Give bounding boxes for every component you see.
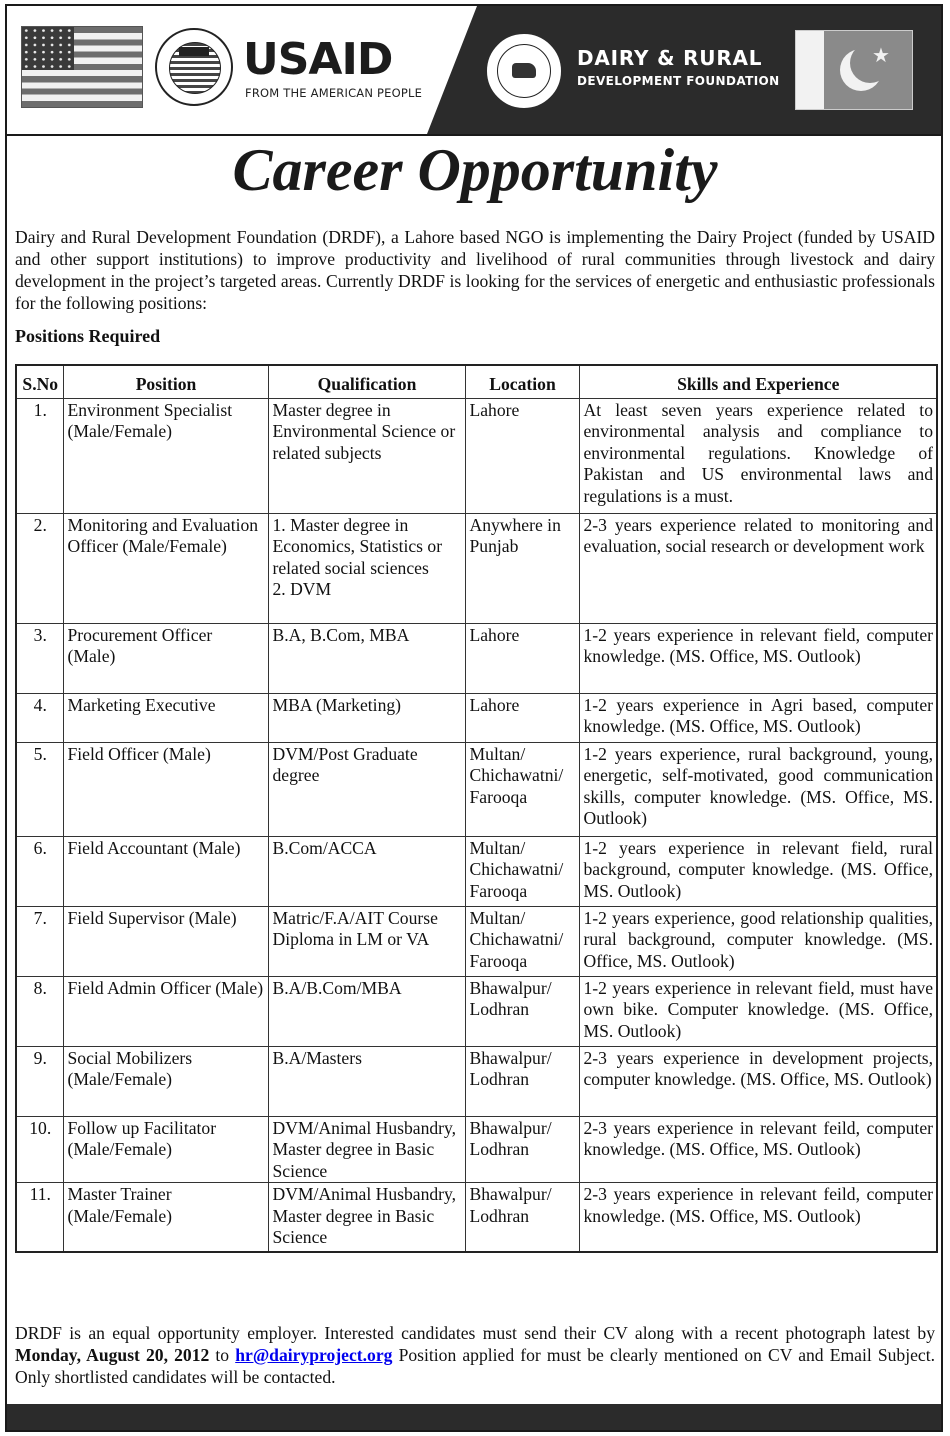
cell-sno: 11. bbox=[16, 1183, 63, 1253]
cell-sno: 2. bbox=[16, 514, 63, 624]
cell-position: Social Mobilizers (Male/Female) bbox=[63, 1047, 268, 1117]
star-icon: ★ bbox=[872, 43, 890, 67]
cell-sno: 3. bbox=[16, 624, 63, 694]
usaid-seal-tag bbox=[179, 47, 209, 56]
cell-skills: 1-2 years experience in relevant field, computer knowledge. (MS. Office, MS. Outlook) bbox=[579, 624, 937, 694]
header-position: Position bbox=[63, 365, 268, 399]
table-row bbox=[16, 1117, 937, 1183]
cell-position: Field Accountant (Male) bbox=[63, 837, 268, 907]
table-row bbox=[16, 399, 937, 514]
pakistan-flag-icon bbox=[795, 30, 913, 110]
cell-qualification: DVM/Animal Husbandry, Master degree in Basic Science bbox=[268, 1183, 465, 1253]
usaid-seal-icon bbox=[155, 28, 233, 106]
cell-position: Environment Specialist (Male/Female) bbox=[63, 399, 268, 514]
drdf-seal-icon bbox=[487, 34, 561, 108]
cell-location: Anywhere in Punjab bbox=[465, 514, 579, 624]
cell-position: Follow up Facilitator (Male/Female) bbox=[63, 1117, 268, 1183]
cell-skills: 1-2 years experience in relevant field, rural background, computer knowledge. (MS. Office, MS. Outlook) bbox=[579, 837, 937, 907]
cow-icon bbox=[512, 63, 536, 78]
cell-skills: 1-2 years experience, good relationship qualities, rural background, computer knowledge. (MS. Office, MS. Outlook) bbox=[579, 907, 937, 977]
table-row bbox=[16, 624, 937, 694]
table-row bbox=[16, 977, 937, 1047]
email-link[interactable]: hr@dairyproject.org bbox=[235, 1345, 393, 1365]
cell-skills: At least seven years experience related to environmental analysis and compliance to environmental regulations. Knowledge of Pakistan and US environmental laws and regulations is a must. bbox=[579, 399, 937, 514]
cell-qualification: DVM/Animal Husbandry, Master degree in Basic Science bbox=[268, 1117, 465, 1183]
table-row bbox=[16, 1183, 937, 1253]
cell-skills: 2-3 years experience related to monitoring and evaluation, social research or development work bbox=[579, 514, 937, 624]
cell-skills: 1-2 years experience, rural background, young, energetic, self-motivated, good communication skills, computer knowledge. (MS. Office, MS. Outlook) bbox=[579, 743, 937, 837]
drdf-subtitle: DEVELOPMENT FOUNDATION bbox=[577, 74, 780, 88]
cell-location: Bhawalpur/ Lodhran bbox=[465, 977, 579, 1047]
cell-qualification: B.A/Masters bbox=[268, 1047, 465, 1117]
header-sno: S.No bbox=[16, 365, 63, 399]
cell-skills: 1-2 years experience in relevant field, must have own bike. Computer knowledge. (MS. Office, MS. Outlook) bbox=[579, 977, 937, 1047]
footer-text-outro: Position applied for must be clearly mentioned on CV and Email Subject. Only shortlisted candidates will be contacted. bbox=[15, 1345, 935, 1387]
table-row bbox=[16, 694, 937, 743]
cell-position: Monitoring and Evaluation Officer (Male/Female) bbox=[63, 514, 268, 624]
us-flag-canton bbox=[22, 27, 74, 70]
cell-skills: 2-3 years experience in development projects, computer knowledge. (MS. Office, MS. Outlook) bbox=[579, 1047, 937, 1117]
page-title: Career Opportunity bbox=[232, 137, 718, 203]
us-flag-icon bbox=[21, 26, 143, 108]
cell-position: Field Admin Officer (Male) bbox=[63, 977, 268, 1047]
cell-sno: 7. bbox=[16, 907, 63, 977]
header-location: Location bbox=[465, 365, 579, 399]
bottom-bar bbox=[7, 1404, 941, 1430]
cell-skills: 2-3 years experience in relevant feild, computer knowledge. (MS. Office, MS. Outlook) bbox=[579, 1117, 937, 1183]
table-row bbox=[16, 743, 937, 837]
table-row bbox=[16, 1047, 937, 1117]
usaid-tagline: FROM THE AMERICAN PEOPLE bbox=[245, 86, 423, 100]
cell-sno: 6. bbox=[16, 837, 63, 907]
cell-location: Multan/ Chichawatni/ Farooqa bbox=[465, 743, 579, 837]
cell-qualification: B.A/B.Com/MBA bbox=[268, 977, 465, 1047]
pakistan-flag-white-band bbox=[796, 31, 824, 109]
intro-paragraph: Dairy and Rural Development Foundation (DRDF), a Lahore based NGO is implementing the Dairy Project (funded by USAID and other support institutions) to improve productivity and livelihood of rural communities through livestock and dairy development in the project’s targeted areas. Currently DRDF is looking for the services of energetic and enthusiastic professionals for the following positions: bbox=[15, 227, 935, 313]
cell-skills: 1-2 years experience in Agri based, computer knowledge. (MS. Office, MS. Outlook) bbox=[579, 694, 937, 743]
cell-sno: 1. bbox=[16, 399, 63, 514]
table-row bbox=[16, 837, 937, 907]
table-row bbox=[16, 514, 937, 624]
cell-sno: 8. bbox=[16, 977, 63, 1047]
cell-qualification: MBA (Marketing) bbox=[268, 694, 465, 743]
positions-table bbox=[15, 364, 938, 1253]
header-qualification: Qualification bbox=[268, 365, 465, 399]
table-row bbox=[16, 907, 937, 977]
footer-text-intro: DRDF is an equal opportunity employer. Interested candidates must send their CV along with a recent photograph latest by bbox=[15, 1323, 935, 1343]
drdf-seal-ring bbox=[497, 44, 551, 98]
cell-location: Bhawalpur/ Lodhran bbox=[465, 1183, 579, 1253]
cell-position: Procurement Officer (Male) bbox=[63, 624, 268, 694]
cell-position: Marketing Executive bbox=[63, 694, 268, 743]
drdf-title: DAIRY & RURAL bbox=[577, 46, 763, 70]
cell-location: Lahore bbox=[465, 399, 579, 514]
cell-location: Lahore bbox=[465, 624, 579, 694]
positions-heading: Positions Required bbox=[15, 326, 161, 346]
cell-qualification: 1. Master degree in Economics, Statistics or related social sciences 2. DVM bbox=[268, 514, 465, 624]
cell-location: Bhawalpur/ Lodhran bbox=[465, 1047, 579, 1117]
cell-qualification: DVM/Post Graduate degree bbox=[268, 743, 465, 837]
table-header-row bbox=[16, 365, 937, 399]
cell-qualification: B.Com/ACCA bbox=[268, 837, 465, 907]
cell-skills: 2-3 years experience in relevant feild, computer knowledge. (MS. Office, MS. Outlook) bbox=[579, 1183, 937, 1253]
cell-qualification: Master degree in Environmental Science or related subjects bbox=[268, 399, 465, 514]
cell-position: Field Officer (Male) bbox=[63, 743, 268, 837]
cell-sno: 10. bbox=[16, 1117, 63, 1183]
header-banner bbox=[7, 6, 941, 136]
cell-sno: 4. bbox=[16, 694, 63, 743]
cell-position: Field Supervisor (Male) bbox=[63, 907, 268, 977]
cell-location: Multan/ Chichawatni/ Farooqa bbox=[465, 837, 579, 907]
footer-to: to bbox=[209, 1345, 236, 1365]
cell-sno: 9. bbox=[16, 1047, 63, 1117]
cell-position: Master Trainer (Male/Female) bbox=[63, 1183, 268, 1253]
cell-location: Lahore bbox=[465, 694, 579, 743]
header-skills: Skills and Experience bbox=[579, 365, 937, 399]
usaid-logo-text: USAID bbox=[243, 34, 393, 85]
cell-sno: 5. bbox=[16, 743, 63, 837]
cell-qualification: Matric/F.A/AIT Course Diploma in LM or VA bbox=[268, 907, 465, 977]
cell-location: Multan/ Chichawatni/ Farooqa bbox=[465, 907, 579, 977]
footer-paragraph bbox=[15, 1322, 935, 1388]
application-deadline: Monday, August 20, 2012 bbox=[15, 1345, 210, 1365]
cell-location: Bhawalpur/ Lodhran bbox=[465, 1117, 579, 1183]
cell-qualification: B.A, B.Com, MBA bbox=[268, 624, 465, 694]
